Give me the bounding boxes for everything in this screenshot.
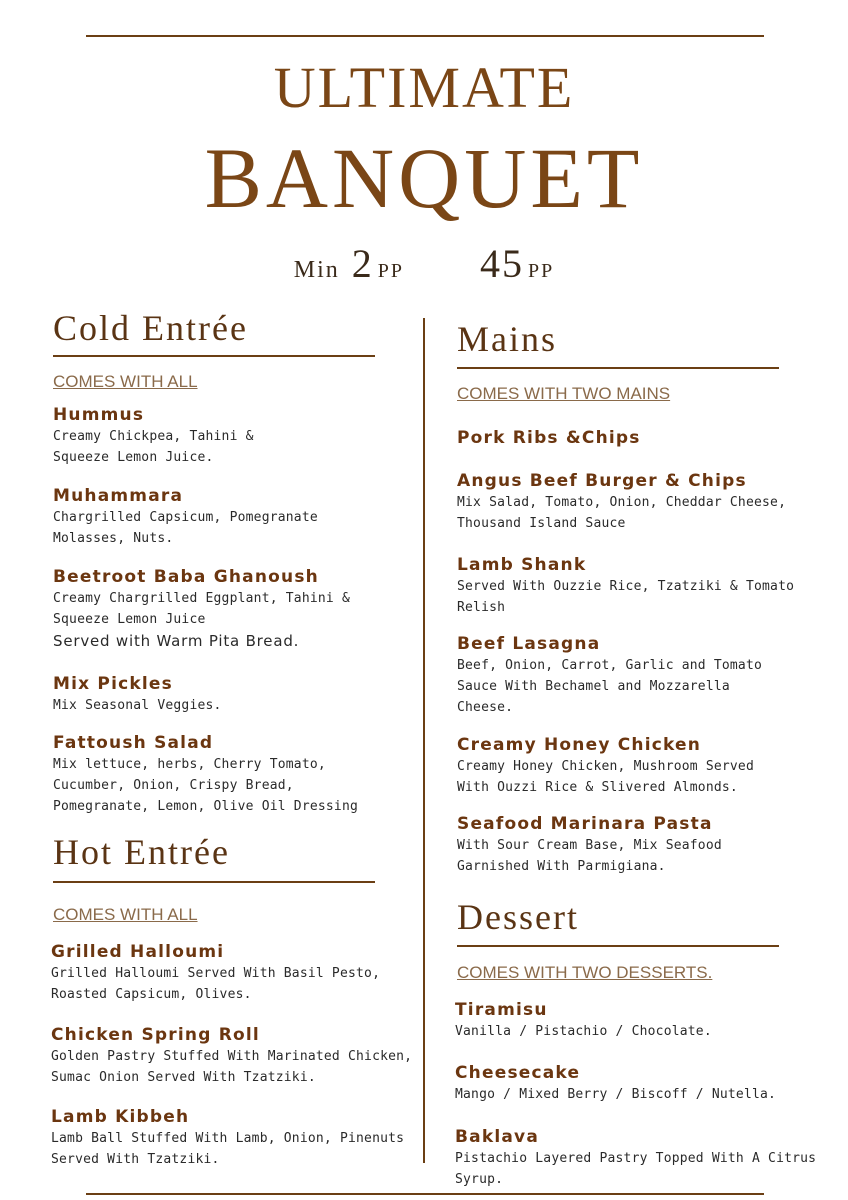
menu-item (457, 427, 827, 449)
menu-item (455, 1062, 825, 1105)
item-desc: Creamy Chickpea, Tahini & Squeeze Lemon Juice. (53, 429, 254, 465)
hot-entree-title: Hot Entrée (53, 832, 230, 872)
item-name: Fattoush Salad (53, 733, 214, 753)
cold-entree-rule (53, 355, 375, 357)
cold-entree-title: Cold Entrée (53, 308, 248, 348)
item-desc: Creamy Honey Chicken, Mushroom Served With Ouzzi Rice & Slivered Almonds. (457, 759, 754, 795)
hot-entree-note: COMES WITH ALL (53, 905, 198, 924)
price-unit: PP (528, 260, 555, 282)
item-name: Beetroot Baba Ghanoush (53, 567, 319, 587)
menu-item (457, 633, 827, 718)
item-name: Cheesecake (455, 1063, 581, 1083)
item-name: Baklava (455, 1127, 539, 1147)
item-desc: Golden Pastry Stuffed With Marinated Chicken, Sumac Onion Served With Tzatziki. (51, 1049, 413, 1085)
menu-item (53, 404, 423, 468)
menu-item (53, 485, 423, 549)
price-line (0, 240, 848, 287)
menu-item (51, 1106, 421, 1170)
menu-item (53, 673, 423, 716)
mains-title: Mains (457, 319, 557, 359)
menu-item (53, 732, 423, 817)
item-name: Chicken Spring Roll (51, 1025, 260, 1045)
item-desc: Mix lettuce, herbs, Cherry Tomato, Cucumber, Onion, Crispy Bread, Pomegranate, Lemon, Olive Oil Dressing (53, 757, 359, 814)
menu-item (51, 941, 421, 1005)
item-desc: Grilled Halloumi Served With Basil Pesto, Roasted Capsicum, Olives. (51, 966, 381, 1002)
item-name: Beef Lasagna (457, 634, 601, 654)
menu-item (53, 566, 423, 652)
item-name: Seafood Marinara Pasta (457, 814, 713, 834)
item-name: Tiramisu (455, 1000, 548, 1020)
hot-entree-rule (53, 881, 375, 883)
item-name: Mix Pickles (53, 674, 173, 694)
cold-entree-note: COMES WITH ALL (53, 372, 198, 391)
menu-item (455, 1126, 835, 1190)
title-ultimate: ULTIMATE (273, 55, 575, 120)
mains-note: COMES WITH TWO MAINS (457, 384, 671, 403)
dessert-title: Dessert (457, 897, 579, 937)
menu-item (457, 470, 827, 534)
min-label: Min (293, 257, 340, 283)
item-name: Angus Beef Burger & Chips (457, 471, 747, 491)
bottom-divider (86, 1193, 764, 1195)
item-desc: Pistachio Layered Pastry Topped With A Citrus Syrup. (455, 1151, 817, 1187)
item-name: Muhammara (53, 486, 184, 506)
menu-item (51, 1024, 421, 1088)
menu-item (457, 554, 827, 618)
item-desc: Beef, Onion, Carrot, Garlic and Tomato Sauce With Bechamel and Mozzarella Cheese. (457, 658, 763, 715)
price-value: 45 (480, 241, 524, 286)
dessert-note: COMES WITH TWO DESSERTS. (457, 963, 713, 982)
item-desc: Mix Seasonal Veggies. (53, 698, 222, 713)
item-desc: With Sour Cream Base, Mix Seafood Garnished With Parmigiana. (457, 838, 722, 874)
item-name: Pork Ribs &Chips (457, 428, 641, 448)
title-banquet: BANQUET (204, 130, 644, 226)
item-name: Hummus (53, 405, 145, 425)
item-desc: Served With Ouzzie Rice, Tzatziki & Tomato Relish (457, 579, 795, 615)
item-desc: Chargrilled Capsicum, Pomegranate Molasses, Nuts. (53, 510, 318, 546)
item-desc: Vanilla / Pistachio / Chocolate. (455, 1024, 712, 1039)
item-name: Lamb Shank (457, 555, 587, 575)
item-name: Lamb Kibbeh (51, 1107, 190, 1127)
dessert-rule (457, 945, 779, 947)
mains-rule (457, 367, 779, 369)
item-desc: Creamy Chargrilled Eggplant, Tahini & Squeeze Lemon Juice (53, 591, 350, 627)
top-divider (86, 35, 764, 37)
min-unit: PP (377, 260, 404, 282)
menu-item (457, 734, 827, 798)
item-desc: Lamb Ball Stuffed With Lamb, Onion, Pinenuts Served With Tzatziki. (51, 1131, 405, 1167)
column-divider (423, 318, 425, 1163)
item-desc: Mix Salad, Tomato, Onion, Cheddar Cheese, Thousand Island Sauce (457, 495, 787, 531)
item-extra: Served with Warm Pita Bread. (53, 632, 300, 650)
min-value: 2 (351, 241, 374, 286)
menu-item (457, 813, 827, 877)
item-name: Grilled Halloumi (51, 942, 225, 962)
menu-item (455, 999, 825, 1042)
item-name: Creamy Honey Chicken (457, 735, 702, 755)
item-desc: Mango / Mixed Berry / Biscoff / Nutella. (455, 1087, 777, 1102)
